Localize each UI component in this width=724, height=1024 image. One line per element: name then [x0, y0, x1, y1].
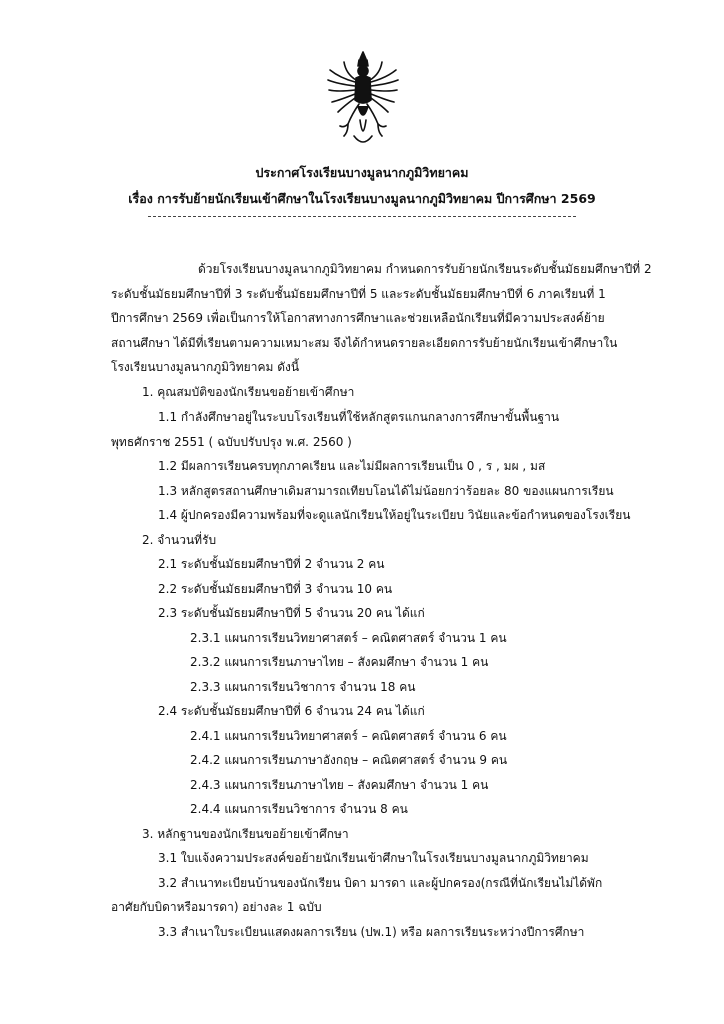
- intro-line: ปีการศึกษา 2569 เพื่อเป็นการให้โอกาสทางการศึกษาและช่วยเหลือนักเรียนที่มีความประสงค์ย้าย: [111, 311, 605, 325]
- list-item: 3.1 ใบแจ้งความประสงค์ขอย้ายนักเรียนเข้าศึกษาในโรงเรียนบางมูลนากภูมิวิทยาคม: [158, 851, 589, 865]
- intro-line: สถานศึกษา ได้มีที่เรียนตามความเหมาะสม จึงได้กำหนดรายละเอียดการรับย้ายนักเรียนเข้าศึกษาใน: [111, 336, 618, 350]
- announcement-title: ประกาศโรงเรียนบางมูลนากภูมิวิทยาคม: [255, 165, 469, 180]
- list-item: 3.3 สำเนาใบระเบียนแสดงผลการเรียน (ปพ.1) หรือ ผลการเรียนระหว่างปีการศึกษา: [158, 925, 585, 939]
- intro-line: ด้วยโรงเรียนบางมูลนากภูมิวิทยาคม กำหนดการรับย้ายนักเรียนระดับชั้นมัธยมศึกษาปีที่ 2: [198, 262, 652, 276]
- list-item: 2.4.4 แผนการเรียนวิชาการ จำนวน 8 คน: [190, 802, 408, 816]
- intro-line: โรงเรียนบางมูลนากภูมิวิทยาคม ดังนี้: [111, 360, 300, 374]
- intro-line: ระดับชั้นมัธยมศึกษาปีที่ 3 ระดับชั้นมัธยมศึกษาปีที่ 5 และระดับชั้นมัธยมศึกษาปีที่ 6 ภาคเรียนที่ 1: [111, 287, 606, 301]
- list-item: 2.4 ระดับชั้นมัธยมศึกษาปีที่ 6 จำนวน 24 คน ได้แก่: [158, 704, 425, 718]
- list-item: อาศัยกับบิดาหรือมารดา) อย่างละ 1 ฉบับ: [111, 900, 322, 914]
- announcement-subject: เรื่อง การรับย้ายนักเรียนเข้าศึกษาในโรงเรียนบางมูลนากภูมิวิทยาคม ปีการศึกษา 2569: [128, 191, 596, 206]
- list-item: 1.3 หลักสูตรสถานศึกษาเดิมสามารถเทียบโอนได้ไม่น้อยกว่าร้อยละ 80 ของแผนการเรียน: [158, 484, 614, 498]
- list-item: 2.3 ระดับชั้นมัธยมศึกษาปีที่ 5 จำนวน 20 คน ได้แก่: [158, 606, 425, 620]
- list-item: 2.3.1 แผนการเรียนวิทยาศาสตร์ – คณิตศาสตร์ จำนวน 1 คน: [190, 631, 507, 645]
- list-item: 2.1 ระดับชั้นมัธยมศึกษาปีที่ 2 จำนวน 2 คน: [158, 557, 385, 571]
- section-heading: 2. จำนวนที่รับ: [142, 533, 217, 547]
- list-item: 2.4.1 แผนการเรียนวิทยาศาสตร์ – คณิตศาสตร์ จำนวน 6 คน: [190, 729, 507, 743]
- list-item: 2.2 ระดับชั้นมัธยมศึกษาปีที่ 3 จำนวน 10 คน: [158, 582, 393, 596]
- list-item: 1.4 ผู้ปกครองมีความพร้อมที่จะดูแลนักเรียนให้อยู่ในระเบียบ วินัยและข้อกำหนดของโรงเรียน: [158, 508, 631, 522]
- list-item: 2.3.2 แผนการเรียนภาษาไทย – สังคมศึกษา จำนวน 1 คน: [190, 655, 489, 669]
- section-heading: 1. คุณสมบัติของนักเรียนขอย้ายเข้าศึกษา: [142, 385, 355, 399]
- list-item: 3.2 สำเนาทะเบียนบ้านของนักเรียน บิดา มารดา และผู้ปกครอง(กรณีที่นักเรียนไม่ได้พัก: [158, 876, 603, 890]
- list-item: พุทธศักราช 2551 ( ฉบับปรับปรุง พ.ศ. 2560 ): [111, 435, 352, 449]
- list-item: 1.1 กำลังศึกษาอยู่ในระบบโรงเรียนที่ใช้หลักสูตรแกนกลางการศึกษาขั้นพื้นฐาน: [158, 410, 560, 424]
- section-heading: 3. หลักฐานของนักเรียนขอย้ายเข้าศึกษา: [142, 827, 349, 841]
- list-item: 1.2 มีผลการเรียนครบทุกภาคเรียน และไม่มีผลการเรียนเป็น 0 , ร , มผ , มส: [158, 459, 546, 473]
- list-item: 2.3.3 แผนการเรียนวิชาการ จำนวน 18 คน: [190, 680, 416, 694]
- list-item: 2.4.2 แผนการเรียนภาษาอังกฤษ – คณิตศาสตร์ จำนวน 9 คน: [190, 753, 508, 767]
- divider: [148, 216, 576, 217]
- garuda-emblem-icon: [326, 50, 400, 150]
- list-item: 2.4.3 แผนการเรียนภาษาไทย – สังคมศึกษา จำนวน 1 คน: [190, 778, 489, 792]
